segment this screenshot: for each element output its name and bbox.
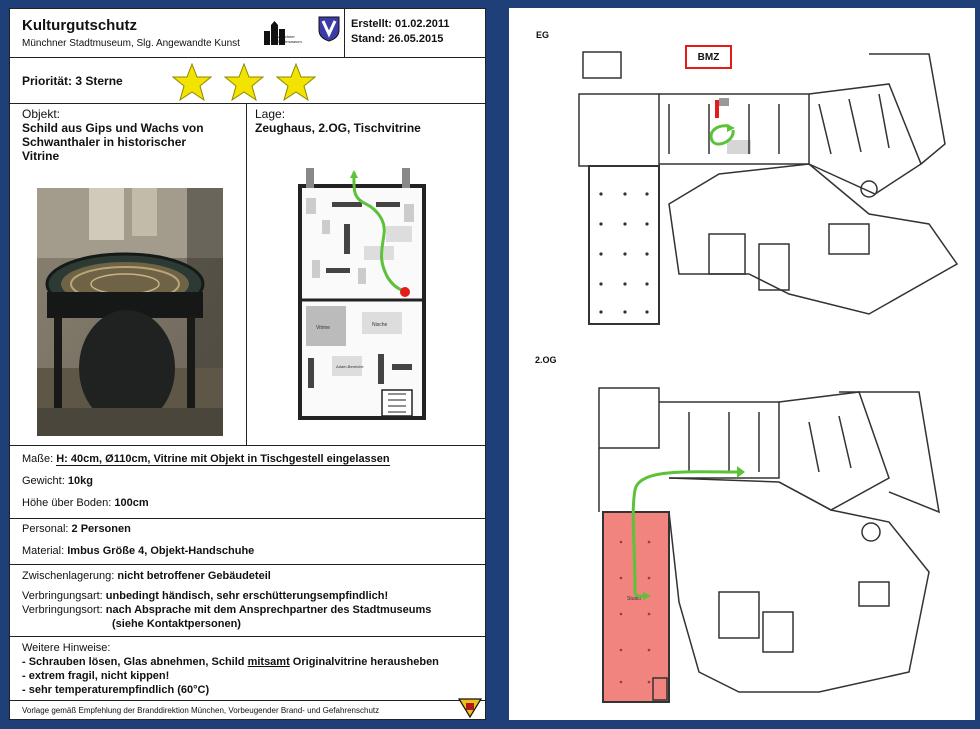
- storage-line: [22, 570, 271, 583]
- location-floor-plan: [292, 168, 432, 426]
- priority-star-icon: [276, 63, 316, 101]
- priority-star-icon: [224, 63, 264, 101]
- sheet-title: Kulturgutschutz: [22, 17, 137, 34]
- material-value: Imbus Größe 4, Objekt-Handschuhe: [67, 545, 255, 557]
- place-value: nach Absprache mit dem Ansprechpartner des Stadtmuseums: [105, 604, 432, 616]
- height-value: 100cm: [114, 497, 149, 509]
- second-floor-plan: [569, 382, 969, 712]
- og-room-label: Studio: [627, 596, 642, 602]
- priority-stars: [172, 63, 328, 101]
- object-location-row: [10, 104, 485, 446]
- place-line: [22, 604, 431, 617]
- fire-brigade-logo: [458, 698, 482, 718]
- notes-label: Weitere Hinweise:: [22, 642, 111, 654]
- note-line-3: - sehr temperaturempfindlich (60°C): [22, 684, 210, 696]
- personal-value: 2 Personen: [71, 523, 131, 535]
- object-line-1: Schild aus Gips und Wachs von: [22, 121, 204, 135]
- plan-label-nische: Nische: [372, 322, 388, 328]
- mode-line: [22, 590, 388, 603]
- priority-star-icon: [172, 63, 212, 101]
- logo-text: Münchner Stadtmuseum: [277, 34, 302, 44]
- personal-label: Personal:: [22, 523, 72, 535]
- personal-line: [22, 523, 131, 536]
- sheet-subtitle: Münchner Stadtmuseum, Slg. Angewandte Kunst: [22, 38, 240, 49]
- plan-label-adam: Adam-Bereiche: [336, 364, 364, 369]
- museum-logo: [261, 21, 302, 51]
- material-line: [22, 545, 254, 558]
- object-line-2: Schwanthaler in historischer: [22, 135, 187, 149]
- measures-row: [10, 446, 485, 519]
- plan-label-vitrine: Vitrine: [316, 325, 331, 331]
- bmz-box: [685, 45, 732, 69]
- object-line-3: Vitrine: [22, 149, 60, 163]
- staff-row: [10, 519, 485, 565]
- material-label: Material:: [22, 545, 68, 557]
- note-line-1-a: - Schrauben lösen, Glas abnehmen, Schild: [22, 656, 248, 668]
- storage-label: Zwischenlagerung:: [22, 570, 118, 582]
- weight-line: [22, 475, 93, 488]
- note-line-1: [22, 656, 439, 669]
- object-photo: [37, 188, 223, 436]
- dimensions-line: [22, 453, 390, 466]
- height-line: [22, 497, 149, 510]
- note-line-1-underlined: mitsamt: [247, 656, 290, 668]
- note-line-1-b: Originalvitrine herausheben: [289, 656, 439, 668]
- mode-label: Verbringungsart:: [22, 590, 106, 602]
- storage-value: nicht betroffener Gebäudeteil: [117, 570, 271, 582]
- place-label: Verbringungsort:: [22, 604, 106, 616]
- info-sheet: [9, 8, 486, 720]
- floor-plans-sheet: [509, 8, 975, 720]
- eg-label: EG: [536, 30, 550, 40]
- weight-label: Gewicht:: [22, 475, 68, 487]
- dimensions-label: Maße:: [22, 453, 57, 465]
- location-label: Lage:: [255, 107, 286, 121]
- note-line-2: - extrem fragil, nicht kippen!: [22, 670, 170, 682]
- dimensions-value: H: 40cm, Ø110cm, Vitrine mit Objekt in Tischgestell eingelassen: [56, 453, 390, 465]
- bmz-label: BMZ: [697, 52, 720, 63]
- status-date: Stand: 26.05.2015: [351, 33, 444, 45]
- location-value: Zeughaus, 2.OG, Tischvitrine: [255, 121, 421, 135]
- notes-row: [10, 637, 485, 701]
- weight-value: 10kg: [67, 475, 93, 487]
- footer-text: Vorlage gemäß Empfehlung der Branddirektion München, Vorbeugender Brand- und Gefahrenschutz: [22, 706, 380, 715]
- object-label: Objekt:: [22, 107, 61, 121]
- ground-floor-plan: [569, 44, 969, 334]
- coat-of-arms-icon: [318, 16, 340, 42]
- transfer-row: [10, 565, 485, 637]
- priority-row: [10, 58, 485, 104]
- og-label: 2.OG: [535, 355, 557, 365]
- place-value-note: (siehe Kontaktpersonen): [112, 618, 241, 630]
- mode-value: unbedingt händisch, sehr erschütterungsempfindlich!: [105, 590, 389, 602]
- height-label: Höhe über Boden:: [22, 497, 115, 509]
- created-date: Erstellt: 01.02.2011: [351, 18, 450, 30]
- sheet-header: [10, 9, 485, 58]
- priority-label: Priorität: 3 Sterne: [22, 74, 123, 88]
